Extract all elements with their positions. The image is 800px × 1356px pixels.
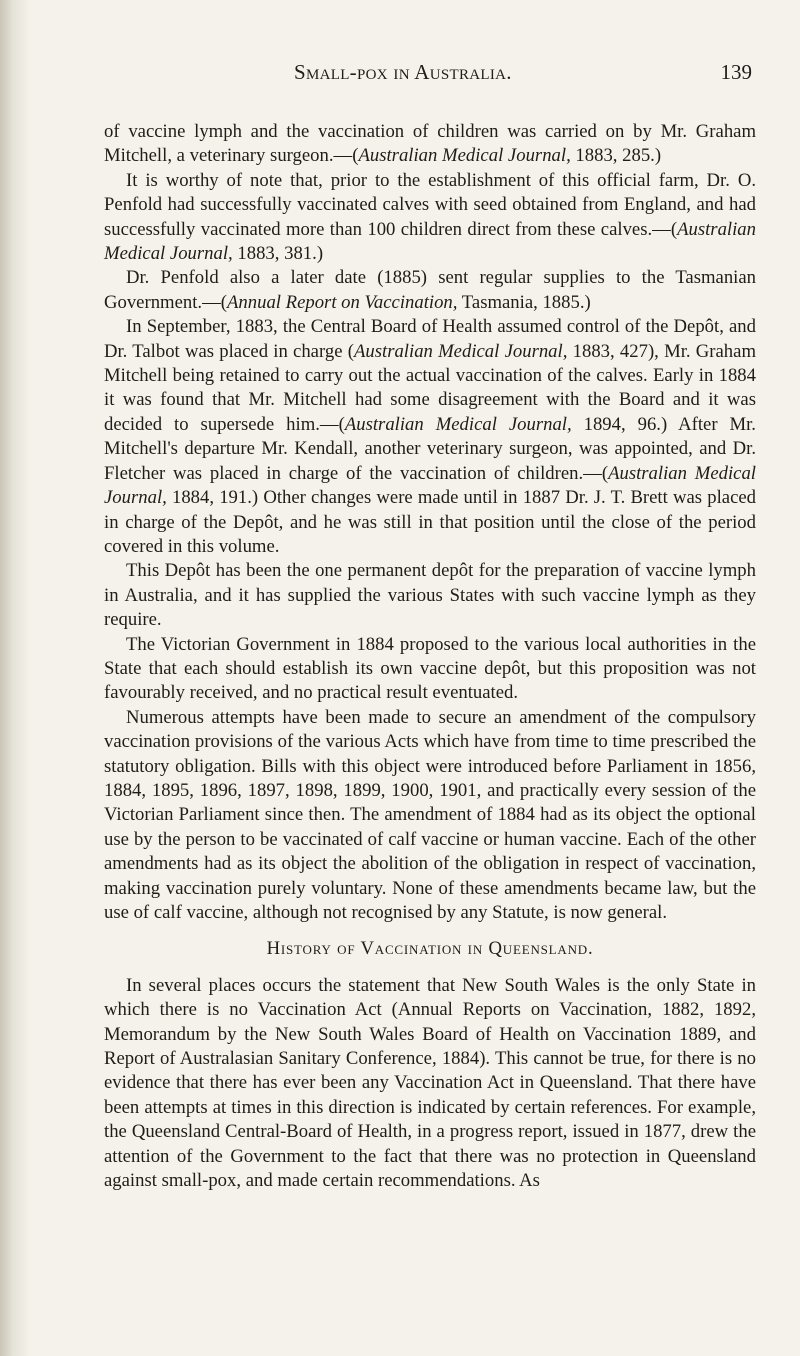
paragraph-8: In several places occurs the statement that New South Wales is the only State in which there is no Vaccination Act (Annual Reports on Vaccination, 1882, 1892, Memorandum by the New South Wales Board of Health on Vaccination 1889, and Report of Australasian Sanitary Conference, 1884). This cannot be true, for there is no evidence that there has ever been any Vaccination Act in Queensland. That there have been attempts at times in this direction is indicated by certain references. For example, the Queensland Central-Board of Health, in a progress report, issued in 1877, drew the attention of the Government to the fact that there was no protection in Queensland against small-pox, and made certain recommendations. As xyxy=(104,974,756,1192)
running-head xyxy=(104,60,756,90)
paragraph-4: In September, 1883, the Central Board of Health assumed control of the Depôt, and Dr. Talbot was placed in charge (Australian Medical Journal, 1883, 427), Mr. Graham Mitchell being retained to carry out the actual vaccination of the calves. Early in 1884 it was found that Mr. Mitchell had some disagreement with the Board and it was decided to supersede him.—(Australian Medical Journal, 1894, 96.) After Mr. Mitchell's departure Mr. Kendall, another veterinary surgeon, was appointed, and Dr. Fletcher was placed in charge of the vaccination of children.—(Australian Medical Journal, 1884, 191.) Other changes were made until in 1887 Dr. J. T. Brett was placed in charge of the Depôt, and he was still in that position until the close of the period covered in this volume. xyxy=(104,316,756,557)
paragraph-6: The Victorian Government in 1884 proposed to the various local authorities in the State that each should establish its own vaccine depôt, but this proposition was not favourably received, and no practical result eventuated. xyxy=(104,633,756,704)
paragraph-5: This Depôt has been the one permanent depôt for the preparation of vaccine lymph in Australia, and it has supplied the various States with such vaccine lymph as they require. xyxy=(104,560,756,631)
paragraph-3: Dr. Penfold also a later date (1885) sent regular supplies to the Tasmanian Government.—(Annual Report on Vaccination, Tasmania, 1885.) xyxy=(104,267,756,313)
citation: Annual Report on Vaccination, xyxy=(227,291,458,313)
citation: Australian Medical Journal, xyxy=(358,145,571,167)
paragraph-7: Numerous attempts have been made to secure an amendment of the compulsory vaccination provisions of the various Acts which have from time to time prescribed the statutory obligation. Bills with this object were introduced before Parliament in 1856, 1884, 1895, 1896, 1897, 1898, 1899, 1900, 1901, and practically every session of the Victorian Parliament since then. The amendment of 1884 had as its object the optional use by the person to be vaccinated of calf vaccine or human vaccine. Each of the other amendments had as its object the abolition of the obligation in respect of vaccination, making vaccination purely voluntary. None of these amendments became law, but the use of calf vaccine, although not recognised by any Statute, is now general. xyxy=(104,706,756,923)
running-title: Small-pox in Australia. xyxy=(294,60,512,84)
paragraph-1: of vaccine lymph and the vaccination of children was carried on by Mr. Graham Mitchell, a veterinary surgeon.—(Australian Medical Journal, 1883, 285.) xyxy=(104,121,756,167)
section-heading: History of Vaccination in Queensland. xyxy=(266,938,594,960)
page-number: 139 xyxy=(720,60,752,84)
book-page xyxy=(104,60,756,1340)
citation: Australian Medical Journal, xyxy=(353,340,568,362)
citation: Australian Medical Journal, xyxy=(104,462,756,509)
citation: Australian Medical Journal, xyxy=(344,413,572,435)
paragraph-2: It is worthy of note that, prior to the establishment of this official farm, Dr. O. Penfold had successfully vaccinated calves with seed obtained from England, and had successfully vaccinated more than 100 children direct from these calves.—(Australian Medical Journal, 1883, 381.) xyxy=(104,169,756,265)
body-text xyxy=(104,120,756,1193)
page-edge-shadow xyxy=(0,0,30,1356)
citation: Australian Medical Journal, xyxy=(104,218,756,265)
